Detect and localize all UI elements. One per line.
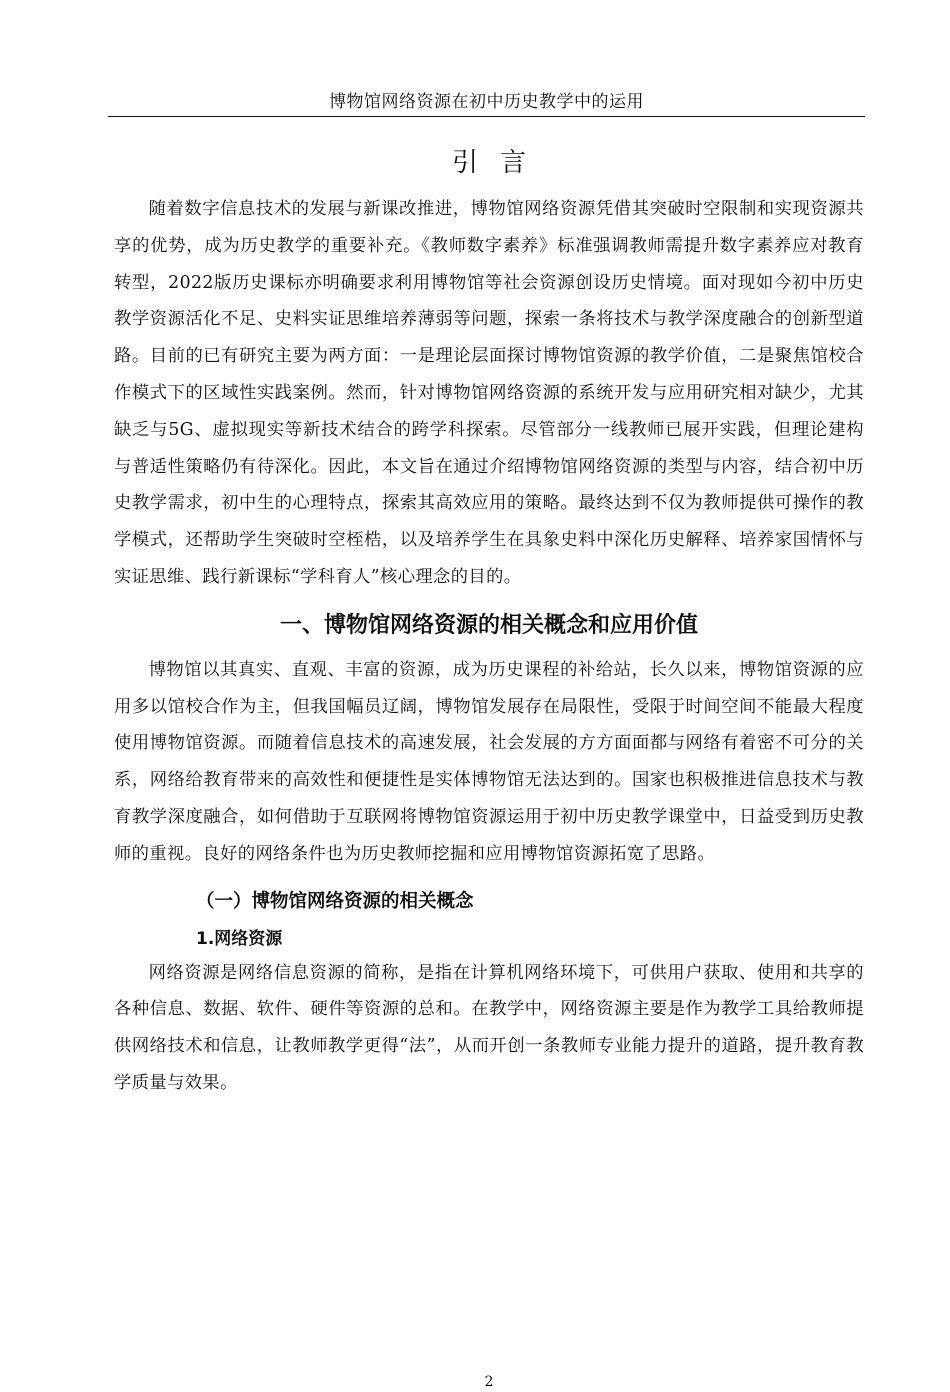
item-1-paragraph: 网络资源是网络信息资源的简称，是指在计算机网络环境下，可供用户获取、使用和共享的各种信息、数据、软件、硬件等资源的总和。在教学中，网络资源主要是作为教学工具给教师提供网络技术和信息，让教师教学更得“法”，从而开创一条教师专业能力提升的道路，提升教育教学质量与效果。 — [114, 962, 864, 1093]
section-1-heading: 一、博物馆网络资源的相关概念和应用价值 — [279, 612, 698, 638]
introduction-paragraph: 随着数字信息技术的发展与新课改推进，博物馆网络资源凭借其突破时空限制和实现资源共享的优势，成为历史教学的重要补充。《教师数字素养》标准强调教师需提升数字素养应对教育转型，2022版历史课标亦明确要求利用博物馆等社会资源创设历史情境。面对现如今初中历史教学资源活化不足、史料实证思维培养薄弱等问题，探索一条将技术与教学深度融合的创新型道路。目前的已有研究主要为两方面：一是理论层面探讨博物馆资源的教学价值，二是聚焦馆校合作模式下的区域性实践案例。然而，针对博物馆网络资源的系统开发与应用研究相对缺少，尤其缺乏与5G、虚拟现实等新技术结合的跨学科探索。尽管部分一线教师已展开实践，但理论建构与普适性策略仍有待深化。因此，本文旨在通过介绍博物馆网络资源的类型与内容，结合初中历史教学需求，初中生的心理特点，探索其高效应用的策略。最终达到不仅为教师提供可操作的教学模式，还帮助学生突破时空桎梏，以及培养学生在具象史料中深化历史解释、培养家国情怀与实证思维、践行新课标“学科育人”核心理念的目的。 — [114, 199, 864, 587]
section-1-paragraph: 博物馆以其真实、直观、丰富的资源，成为历史课程的补给站，长久以来，博物馆资源的应用多以馆校合作为主，但我国幅员辽阔，博物馆发展存在局限性，受限于时间空间不能最大程度使用博物馆资源。而随着信息技术的高速发展，社会发展的方方面面都与网络有着密不可分的关系，网络给教育带来的高效性和便捷性是实体博物馆无法达到的。国家也积极推进信息技术与教育教学深度融合，如何借助于互联网将博物馆资源运用于初中历史教学课堂中，日益受到历史教师的重视。良好的网络条件也为历史教师挖掘和应用博物馆资源拓宽了思路。 — [114, 659, 864, 864]
page-body — [114, 139, 864, 1390]
item-1-heading: 1.网络资源 — [196, 928, 283, 949]
page-number: 2 — [484, 1374, 494, 1390]
running-header: 博物馆网络资源在初中历史教学中的运用 — [329, 92, 644, 112]
header-divider — [108, 116, 865, 117]
introduction-heading: 引言 — [451, 148, 548, 178]
subsection-1-heading: （一）博物馆网络资源的相关概念 — [196, 890, 474, 912]
